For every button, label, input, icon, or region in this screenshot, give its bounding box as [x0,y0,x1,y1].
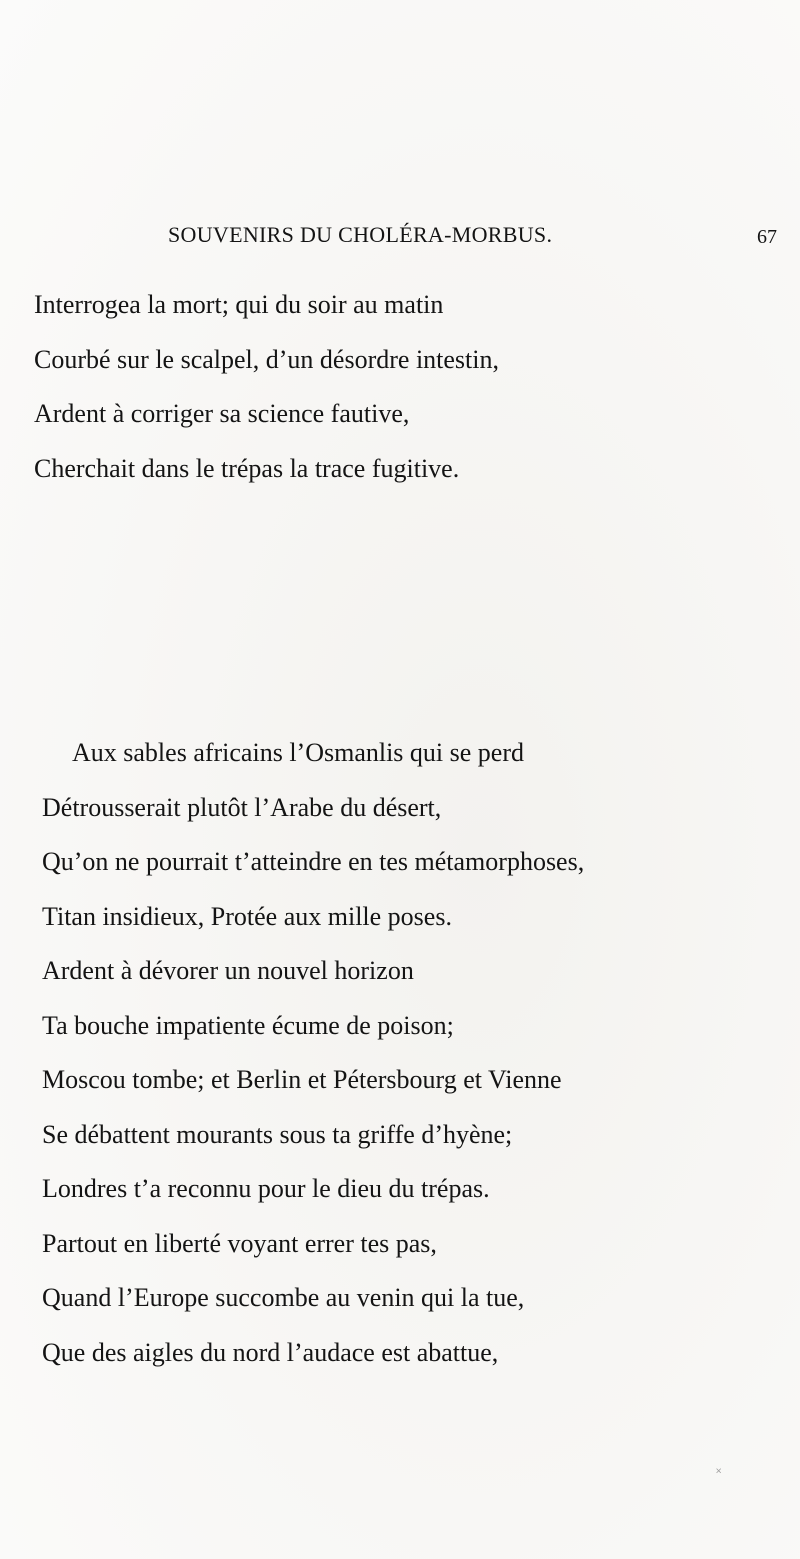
verse-line: Londres t’a reconnu pour le dieu du trépas. [42,1174,490,1203]
verse-line: Titan insidieux, Protée aux mille poses. [42,901,452,931]
page-header [0,222,800,262]
running-title: SOUVENIRS DU CHOLÉRA-MORBUS. [168,222,553,247]
page-number: 67 [757,226,777,248]
verse-line: Se débattent mourants sous ta griffe d’hyène; [42,1119,513,1149]
verse-line: Que des aigles du nord l’audace est abattue, [42,1337,499,1367]
verse-line: Aux sables africains l’Osmanlis qui se perd [72,738,525,767]
verse-line: Ta bouche impatiente écume de poison; [42,1010,454,1040]
paper-speck: ˟ [716,1466,722,1482]
verse-line: Cherchait dans le trépas la trace fugitive. [34,453,460,483]
stanza-1 [0,278,800,496]
verse-line: Ardent à corriger sa science fautive, [34,399,410,428]
verse-line: Partout en liberté voyant errer tes pas, [42,1228,437,1258]
verse-line: Détrousserait plutôt l’Arabe du désert, [42,792,442,822]
stanza-2 [0,726,800,1380]
verse-line: Qu’on ne pourrait t’atteindre en tes métamorphoses, [42,847,585,876]
verse-line: Ardent à dévorer un nouvel horizon [42,956,414,985]
verse-line: Courbé sur le scalpel, d’un désordre intestin, [34,344,499,374]
verse-line: Interrogea la mort; qui du soir au matin [34,290,444,319]
verse-line: Quand l’Europe succombe au venin qui la tue, [42,1283,525,1312]
verse-line: Moscou tombe; et Berlin et Pétersbourg et Vienne [42,1065,562,1094]
